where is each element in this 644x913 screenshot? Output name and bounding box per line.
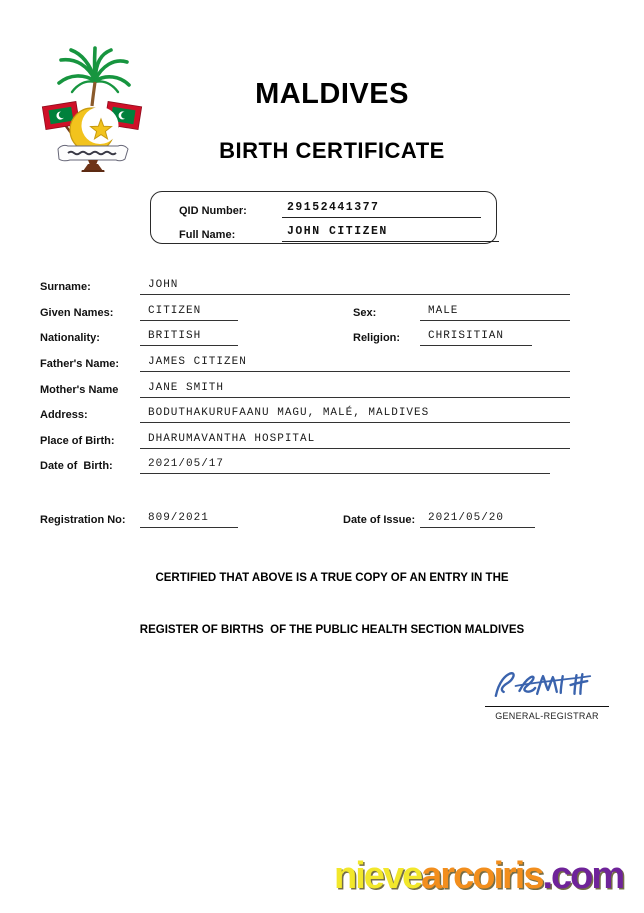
signature-line (485, 706, 609, 707)
surname-value: JOHN (140, 279, 570, 295)
place-of-birth-value: DHARUMAVANTHA HOSPITAL (140, 433, 570, 449)
field-row-surname (0, 281, 644, 299)
surname-label: Surname: (40, 281, 91, 293)
religion-value: CHRISITIAN (420, 330, 532, 346)
full-name-label: Full Name: (179, 229, 236, 241)
field-row-given-names-sex (0, 307, 644, 325)
field-row-nationality-religion (0, 332, 644, 350)
mother-name-value: JANE SMITH (140, 382, 570, 398)
watermark-part2: arcoiris (421, 855, 543, 897)
given-names-label: Given Names: (40, 307, 114, 319)
watermark-part1: nieve (334, 855, 422, 897)
full-name-value: JOHN CITIZEN (282, 225, 499, 242)
field-row-father (0, 358, 644, 376)
watermark (334, 855, 623, 898)
registration-no-label: Registration No: (40, 514, 126, 526)
field-row-date-of-birth (0, 460, 644, 478)
nationality-value: BRITISH (140, 330, 238, 346)
date-of-birth-value: 2021/05/17 (140, 458, 550, 474)
qid-number-value: 29152441377 (282, 201, 481, 218)
address-label: Address: (40, 409, 88, 421)
qid-number-label: QID Number: (179, 205, 247, 217)
given-names-value: CITIZEN (140, 305, 238, 321)
signature-ink (486, 664, 604, 708)
field-row-registration (0, 514, 644, 532)
mother-name-label: Mother's Name (40, 384, 119, 396)
sex-label: Sex: (353, 307, 377, 319)
qid-box (150, 191, 497, 244)
religion-label: Religion: (353, 332, 401, 344)
father-name-value: JAMES CITIZEN (140, 356, 570, 372)
nationality-label: Nationality: (40, 332, 100, 344)
certification-line-1: CERTIFIED THAT ABOVE IS A TRUE COPY OF AN ENTRY IN THE (155, 572, 509, 584)
address-value: BODUTHAKURUFAANU MAGU, MALÉ, MALDIVES (140, 407, 570, 423)
field-row-place-of-birth (0, 435, 644, 453)
date-of-issue-label: Date of Issue: (343, 514, 416, 526)
father-name-label: Father's Name: (40, 358, 120, 370)
date-of-birth-label: Date of Birth: (40, 460, 113, 472)
field-row-address (0, 409, 644, 427)
date-of-issue-value: 2021/05/20 (420, 512, 535, 528)
place-of-birth-label: Place of Birth: (40, 435, 115, 447)
registration-no-value: 809/2021 (140, 512, 238, 528)
qid-number-row (179, 201, 380, 217)
sex-value: MALE (420, 305, 570, 321)
page-title: MALDIVES (255, 78, 409, 110)
document-title: BIRTH CERTIFICATE (219, 138, 445, 163)
signature-title: GENERAL-REGISTRAR (495, 711, 599, 721)
certification-line-2: REGISTER OF BIRTHS OF THE PUBLIC HEALTH SECTION MALDIVES (139, 624, 525, 636)
watermark-part3: .com (542, 855, 624, 897)
field-row-mother (0, 384, 644, 402)
full-name-row (179, 225, 388, 241)
